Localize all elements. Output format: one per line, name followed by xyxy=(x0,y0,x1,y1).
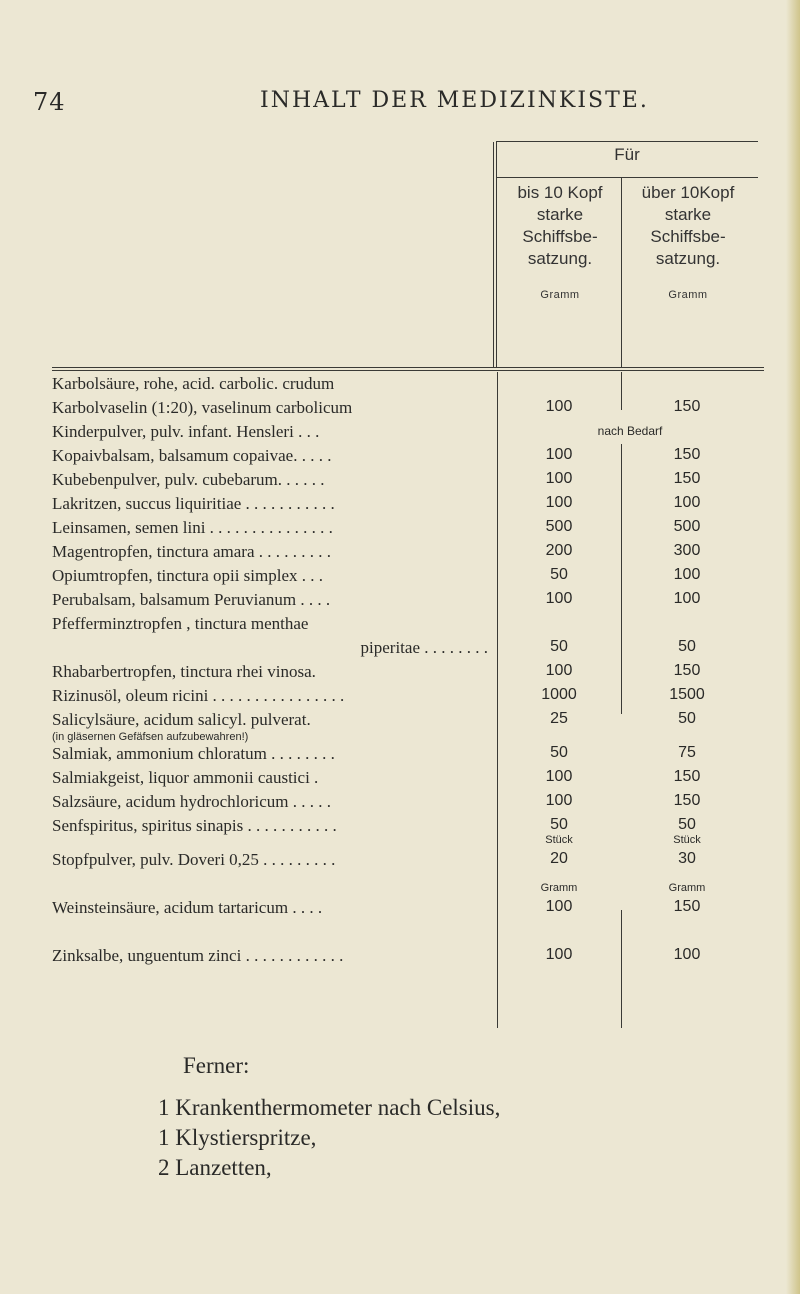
table-row xyxy=(0,834,800,874)
table-row xyxy=(0,566,800,590)
col1-header xyxy=(496,182,624,306)
table-row xyxy=(0,686,800,710)
col1-header-line: satzung. xyxy=(527,249,593,268)
row-name: Salmiak, ammonium chloratum . . . . . . . . xyxy=(52,744,335,763)
value-large-crew: 75 xyxy=(678,744,696,761)
value-small-crew: 100 xyxy=(545,946,573,963)
table-row xyxy=(0,446,800,470)
value-large-crew: 300 xyxy=(673,542,701,559)
row-name: Stopfpulver, pulv. Doveri 0,25 . . . . . . . . . xyxy=(52,850,336,869)
value-small-crew: 200 xyxy=(545,542,573,559)
value-large-crew: 150 xyxy=(673,898,701,915)
table-row xyxy=(0,662,800,686)
row-unit-2: Gramm xyxy=(668,882,706,894)
value-small-crew: 25 xyxy=(550,710,568,727)
value-large-crew: 150 xyxy=(673,768,701,785)
running-head: INHALT DER MEDIZINKISTE. xyxy=(260,88,649,113)
ferner-heading: Ferner: xyxy=(183,1053,250,1078)
value-small-crew: 50 xyxy=(550,638,568,655)
row-name: Salmiakgeist, liquor ammonii caustici . xyxy=(52,768,319,787)
row-note: (in gläsernen Gefäfsen aufzubewahren!) xyxy=(52,731,249,743)
row-name: Weinsteinsäure, acidum tartaricum . . . . xyxy=(52,898,323,917)
row-name: Zinksalbe, unguentum zinci . . . . . . . . . . . . xyxy=(52,946,344,965)
table-row xyxy=(0,792,800,816)
value-small-crew: 20 xyxy=(550,850,568,867)
col1-header-line: Schiffsbe- xyxy=(522,227,598,246)
value-small-crew: 1000 xyxy=(541,686,577,703)
row-name: Perubalsam, balsamum Peruvianum . . . . xyxy=(52,590,331,609)
col2-header xyxy=(624,182,752,306)
value-large-crew: 50 xyxy=(678,816,696,833)
ferner-item: 1 Krankenthermometer nach Celsius, xyxy=(158,1095,501,1120)
value-large-crew: 150 xyxy=(673,398,701,415)
row-name: Magentropfen, tinctura amara . . . . . . . . . xyxy=(52,542,331,561)
value-large-crew: 100 xyxy=(673,494,701,511)
col2-header-line: über 10Kopf xyxy=(641,183,735,202)
value-large-crew: 30 xyxy=(678,850,696,867)
table-row xyxy=(0,614,800,638)
table-row xyxy=(0,638,800,662)
table-top-rule xyxy=(496,141,758,142)
table-row xyxy=(0,494,800,518)
header-rule xyxy=(52,367,764,368)
value-large-crew: 100 xyxy=(673,590,701,607)
value-small-crew: 100 xyxy=(545,768,573,785)
value-small-crew: 100 xyxy=(545,898,573,915)
value-small-crew: 50 xyxy=(550,566,568,583)
value-small-crew: 100 xyxy=(545,446,573,463)
value-small-crew: 100 xyxy=(545,792,573,809)
col2-header-line: Schiffsbe- xyxy=(650,227,726,246)
value-small-crew: 50 xyxy=(550,744,568,761)
value-small-crew: 50 xyxy=(550,816,568,833)
table-row xyxy=(0,768,800,792)
value-large-crew: 500 xyxy=(673,518,701,535)
row-name: Salzsäure, acidum hydrochloricum . . . . . xyxy=(52,792,332,811)
table-row xyxy=(0,518,800,542)
value-small-crew: 100 xyxy=(545,398,573,415)
table-row xyxy=(0,710,800,743)
row-name: Rizinusöl, oleum ricini . . . . . . . . . . . . . . . . xyxy=(52,686,345,705)
row-name: piperitae . . . . . . . . xyxy=(360,638,488,657)
row-name: Opiumtropfen, tinctura opii simplex . . . xyxy=(52,566,324,585)
table-row xyxy=(0,542,800,566)
header-fuer: Für xyxy=(614,145,640,164)
row-name: Leinsamen, semen lini . . . . . . . . . . . . . . . xyxy=(52,518,333,537)
value-small-crew: 100 xyxy=(545,470,573,487)
row-name: Senfspiritus, spiritus sinapis . . . . . . . . . . . xyxy=(52,816,337,835)
row-unit-1: Gramm xyxy=(540,882,578,894)
value-large-crew: 50 xyxy=(678,710,696,727)
value-large-crew: 1500 xyxy=(669,686,705,703)
value-large-crew: 50 xyxy=(678,638,696,655)
row-name: Karbolsäure, rohe, acid. carbolic. crudum xyxy=(52,374,335,393)
row-span-value: nach Bedarf xyxy=(597,424,663,438)
row-unit-2: Stück xyxy=(673,834,701,846)
row-unit-1: Stück xyxy=(545,834,573,846)
table-row xyxy=(0,946,800,970)
col1-header-line: starke xyxy=(536,205,584,224)
col1-header-line: bis 10 Kopf xyxy=(517,183,603,202)
value-small-crew: 500 xyxy=(545,518,573,535)
value-large-crew: 100 xyxy=(673,566,701,583)
row-name: Kopaivbalsam, balsamum copaivae. . . . . xyxy=(52,446,332,465)
table-row xyxy=(0,744,800,768)
value-large-crew: 150 xyxy=(673,446,701,463)
row-name: Kinderpulver, pulv. infant. Hensleri . . . xyxy=(52,422,320,441)
value-small-crew: 100 xyxy=(545,494,573,511)
value-large-crew: 150 xyxy=(673,662,701,679)
value-large-crew: 150 xyxy=(673,470,701,487)
table-row xyxy=(0,590,800,614)
col2-header-line: starke xyxy=(664,205,712,224)
stub-rule xyxy=(493,142,494,368)
value-small-crew: 100 xyxy=(545,662,573,679)
row-name: Karbolvaselin (1:20), vaselinum carbolicum xyxy=(52,398,353,417)
table-row xyxy=(0,374,800,398)
col2-header-line: satzung. xyxy=(655,249,721,268)
row-name: Salicylsäure, acidum salicyl. pulverat. xyxy=(52,710,311,729)
col1-unit: Gramm xyxy=(540,289,580,301)
header-rule-2 xyxy=(52,370,764,371)
row-name: Pfefferminztropfen , tinctura menthae xyxy=(52,614,309,633)
ferner-item: 1 Klystierspritze, xyxy=(158,1125,317,1150)
table-row xyxy=(0,422,800,446)
value-small-crew: 100 xyxy=(545,590,573,607)
ferner-item: 2 Lanzetten, xyxy=(158,1155,272,1180)
value-large-crew: 100 xyxy=(673,946,701,963)
row-name: Kubebenpulver, pulv. cubebarum. . . . . . xyxy=(52,470,325,489)
table-row xyxy=(0,882,800,922)
page-edge xyxy=(786,0,800,1294)
table-row xyxy=(0,470,800,494)
col2-unit: Gramm xyxy=(668,289,708,301)
row-name: Rhabarbertropfen, tinctura rhei vinosa. xyxy=(52,662,316,681)
table-row xyxy=(0,398,800,422)
page-number: 74 xyxy=(33,88,66,116)
group-rule xyxy=(496,177,758,178)
row-name: Lakritzen, succus liquiritiae . . . . . . . . . . . xyxy=(52,494,335,513)
value-large-crew: 150 xyxy=(673,792,701,809)
